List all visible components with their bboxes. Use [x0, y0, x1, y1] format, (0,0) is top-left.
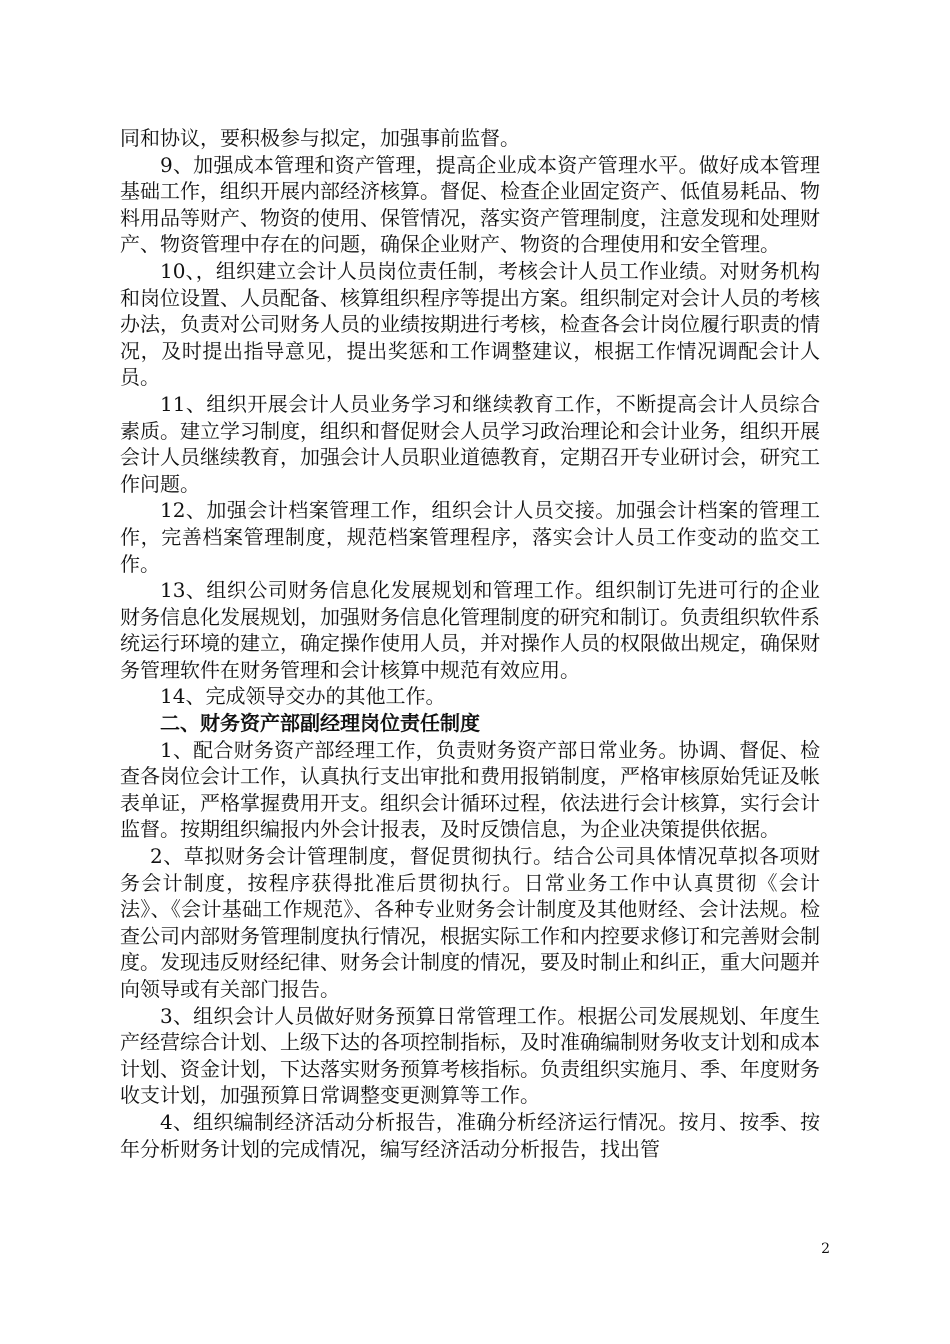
paragraph-continued: 同和协议，要积极参与拟定，加强事前监督。 — [120, 126, 520, 150]
paragraph-item-14: 14、完成领导交办的其他工作。 — [160, 684, 446, 709]
section-paragraph-2: 2、草拟财务会计管理制度，督促贯彻执行。结合公司具体情况草拟各项财务会计制度，按程序获得批准后贯彻执行。日常业务工作中认真贯彻《会计法》、《会计基础工作规范》、各种专业财务会计制度及其他财经、会计法规。检查公司内部财务管理制度执行情况，根据实际工作和内控要求修订和完善财会制度。发现违反财经纪律、财务会计制度的情况，要及时制止和纠正，重大问题并向领导或有关部门报告。 — [120, 844, 820, 1001]
paragraph-item-13: 13、组织公司财务信息化发展规划和管理工作。组织制订先进可行的企业财务信息化发展规划，加强财务信息化管理制度的研究和制订。负责组织软件系统运行环境的建立，确定操作使用人员，并对操作人员的权限做出规定，确保财务管理软件在财务管理和会计核算中规范有效应用。 — [120, 578, 820, 682]
paragraph-item-12: 12、加强会计档案管理工作，组织会计人员交接。加强会计档案的管理工作，完善档案管理制度，规范档案管理程序，落实会计人员工作变动的监交工作。 — [120, 498, 820, 576]
section-paragraph-4: 4、组织编制经济活动分析报告，准确分析经济运行情况。按月、按季、按年分析财务计划的完成情况，编写经济活动分析报告，找出管 — [120, 1109, 820, 1161]
paragraph-item-9: 9、加强成本管理和资产管理，提高企业成本资产管理水平。做好成本管理基础工作，组织开展内部经济核算。督促、检查企业固定资产、低值易耗品、物料用品等财产、物资的使用、保管情况，落实资产管理制度，注意发现和处理财产、物资管理中存在的问题，确保企业财产、物资的合理使用和安全管理。 — [120, 152, 820, 257]
page-number: 2 — [821, 1241, 830, 1257]
section-heading: 二、财务资产部副经理岗位责任制度 — [160, 711, 480, 736]
document-body — [120, 125, 820, 1162]
paragraph-item-11: 11、组织开展会计人员业务学习和继续教育工作，不断提高会计人员综合素质。建立学习制度，组织和督促财会人员学习政治理论和会计业务，组织开展会计人员继续教育，加强会计人员职业道德教育，定期召开专业研讨会，研究工作问题。 — [120, 391, 820, 496]
section-paragraph-1: 1、配合财务资产部经理工作，负责财务资产部日常业务。协调、督促、检查各岗位会计工作，认真执行支出审批和费用报销制度，严格审核原始凭证及帐表单证，严格掌握费用开支。组织会计循环过程，依法进行会计核算，实行会计监督。按期组织编报内外会计报表，及时反馈信息，为企业决策提供依据。 — [120, 737, 820, 842]
paragraph-item-10: 10、，组织建立会计人员岗位责任制，考核会计人员工作业绩。对财务机构和岗位设置、人员配备、核算组织程序等提出方案。组织制定对会计人员的考核办法，负责对公司财务人员的业绩按期进行考核，检查各会计岗位履行职责的情况，及时提出指导意见，提出奖惩和工作调整建议，根据工作情况调配会计人员。 — [120, 258, 820, 390]
section-paragraph-3: 3、组织会计人员做好财务预算日常管理工作。根据公司发展规划、年度生产经营综合计划、上级下达的各项控制指标，及时准确编制财务收支计划和成本计划、资金计划，下达落实财务预算考核指标。负责组织实施月、季、年度财务收支计划，加强预算日常调整变更测算等工作。 — [120, 1003, 820, 1108]
